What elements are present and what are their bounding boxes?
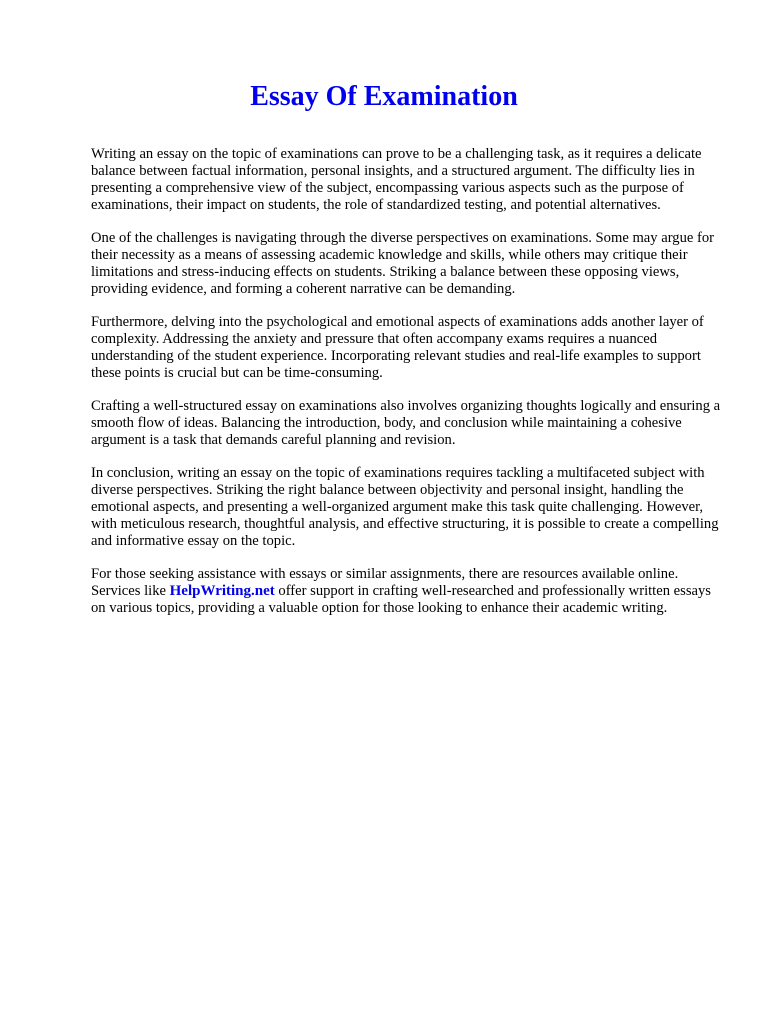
- paragraph-2: One of the challenges is navigating through the diverse perspectives on examinations. Some may argue for their necessity as a means of assessing academic knowledge and skills, while others may critique their limitations and stress-inducing effects on students. Striking a balance between these opposing views, providing evidence, and forming a coherent narrative can be demanding.: [91, 230, 715, 297]
- paragraph-4: Crafting a well-structured essay on examinations also involves organizing thoughts logically and ensuring a smooth flow of ideas. Balancing the introduction, body, and conclusion while maintaining a cohesive argument is a task that demands careful planning and revision.: [91, 398, 721, 448]
- essay-body: [91, 146, 727, 633]
- closing-text-before-link: For those seeking assistance with essays or similar assignments, there are resources available online. Services like: [91, 566, 679, 599]
- paragraph-5: In conclusion, writing an essay on the topic of examinations requires tackling a multifaceted subject with diverse perspectives. Striking the right balance between objectivity and personal insight, handling the emotional aspects, and presenting a well-organized argument make this task quite challenging. However, with meticulous research, thoughtful analysis, and effective structuring, it is possible to create a compelling and informative essay on the topic.: [91, 465, 719, 549]
- closing-paragraph: [91, 566, 727, 617]
- paragraph-1: Writing an essay on the topic of examinations can prove to be a challenging task, as it requires a delicate balance between factual information, personal insights, and a structured argument. The difficulty lies in presenting a comprehensive view of the subject, encompassing various aspects such as the purpose of examinations, their impact on students, the role of standardized testing, and potential alternatives.: [91, 146, 702, 213]
- helpwriting-link[interactable]: HelpWriting.net: [169, 583, 275, 599]
- paragraph-3: Furthermore, delving into the psychological and emotional aspects of examinations adds another layer of complexity. Addressing the anxiety and pressure that often accompany exams requires a nuanced understanding of the student experience. Incorporating relevant studies and real-life examples to support these points is crucial but can be time-consuming.: [91, 314, 704, 381]
- page-title: Essay Of Examination: [250, 81, 518, 112]
- closing-text-after-link: offer support in crafting well-researched and professionally written essays on various topics, providing a valuable option for those looking to enhance their academic writing.: [91, 583, 711, 616]
